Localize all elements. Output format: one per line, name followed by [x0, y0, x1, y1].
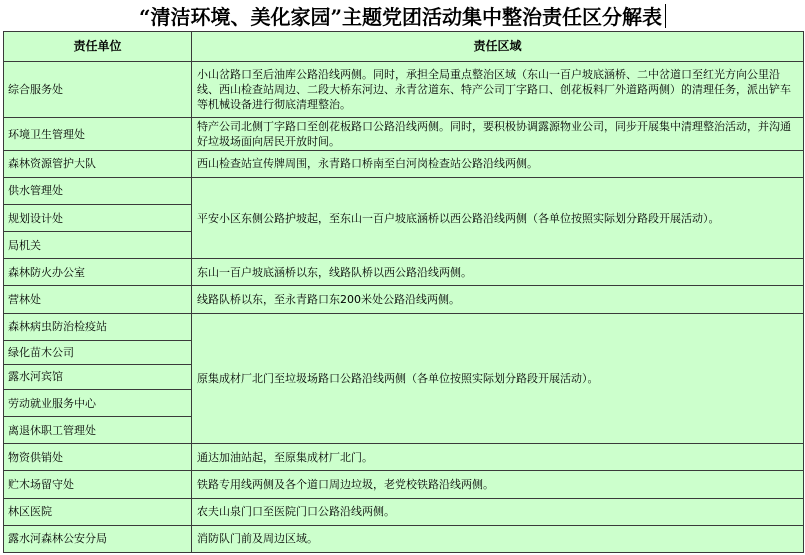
table-row: [4, 118, 804, 150]
area-cell: 东山一百户坡底涵桥以东，线路队桥以西公路沿线两侧。: [192, 259, 804, 286]
header-row: [4, 32, 804, 62]
area-cell: 特产公司北侧丁字路口至创花板路口公路沿线两侧。同时，要积极协调露源物业公司，同步开展集中清理整治活动，并沟通好垃圾场面向居民开放时间。: [192, 118, 804, 150]
table-row: [4, 525, 804, 552]
table-row: [4, 444, 804, 471]
unit-cell: 森林资源管护大队: [4, 150, 192, 177]
area-cell: 农夫山泉门口至医院门口公路沿线两侧。: [192, 498, 804, 525]
area-cell: 铁路专用线两侧及各个道口周边垃圾，老党校铁路沿线两侧。: [192, 471, 804, 498]
unit-cell: 森林病虫防治检疫站: [4, 313, 192, 340]
unit-cell: 规划设计处: [4, 204, 192, 231]
area-cell: 通达加油站起，至原集成材厂北门。: [192, 444, 804, 471]
unit-cell: 离退休职工管理处: [4, 417, 192, 444]
unit-cell: 局机关: [4, 232, 192, 259]
unit-cell: 环境卫生管理处: [4, 118, 192, 150]
area-cell: 线路队桥以东，至永青路口东200米处公路沿线两侧。: [192, 286, 804, 313]
title-text: “清洁环境、美化家园”主题党团活动集中整治责任区分解表: [138, 5, 662, 29]
unit-cell: 综合服务处: [4, 62, 192, 118]
table-row: [4, 313, 804, 340]
area-cell: 平安小区东侧公路护坡起，至东山一百户坡底涵桥以西公路沿线两侧（各单位按照实际划分路段开展活动）。: [192, 177, 804, 258]
unit-cell: 物资供销处: [4, 444, 192, 471]
header-unit: 责任单位: [4, 32, 192, 62]
table-row: [4, 471, 804, 498]
area-cell: 消防队门前及周边区域。: [192, 525, 804, 552]
unit-cell: 贮木场留守处: [4, 471, 192, 498]
table-row: [4, 177, 804, 204]
page-title: [0, 0, 805, 31]
area-cell: 小山岔路口至后油库公路沿线两侧。同时，承担全局重点整治区域（东山一百户坡底涵桥、二中岔道口至红光方向公里沿线、西山检查站周边、二段大桥东河边、永青岔道东、特产公司丁字路口、创花板料厂外道路两侧）的清理任务，派出铲车等机械设备进行彻底清理整治。: [192, 62, 804, 118]
unit-cell: 劳动就业服务中心: [4, 390, 192, 417]
table-row: [4, 259, 804, 286]
text-cursor: [665, 4, 666, 28]
table-row: [4, 150, 804, 177]
area-cell: 西山检查站宣传牌周围，永青路口桥南至白河岗检查站公路沿线两侧。: [192, 150, 804, 177]
area-cell: 原集成材厂北门至垃圾场路口公路沿线两侧（各单位按照实际划分路段开展活动）。: [192, 313, 804, 444]
unit-cell: 森林防火办公室: [4, 259, 192, 286]
unit-cell: 露水河森林公安分局: [4, 525, 192, 552]
table-row: [4, 498, 804, 525]
header-area: 责任区域: [192, 32, 804, 62]
table-row: [4, 286, 804, 313]
unit-cell: 营林处: [4, 286, 192, 313]
responsibility-table: [3, 31, 804, 553]
unit-cell: 林区医院: [4, 498, 192, 525]
unit-cell: 露水河宾馆: [4, 364, 192, 389]
table-row: [4, 62, 804, 118]
unit-cell: 绿化苗木公司: [4, 340, 192, 364]
unit-cell: 供水管理处: [4, 177, 192, 204]
